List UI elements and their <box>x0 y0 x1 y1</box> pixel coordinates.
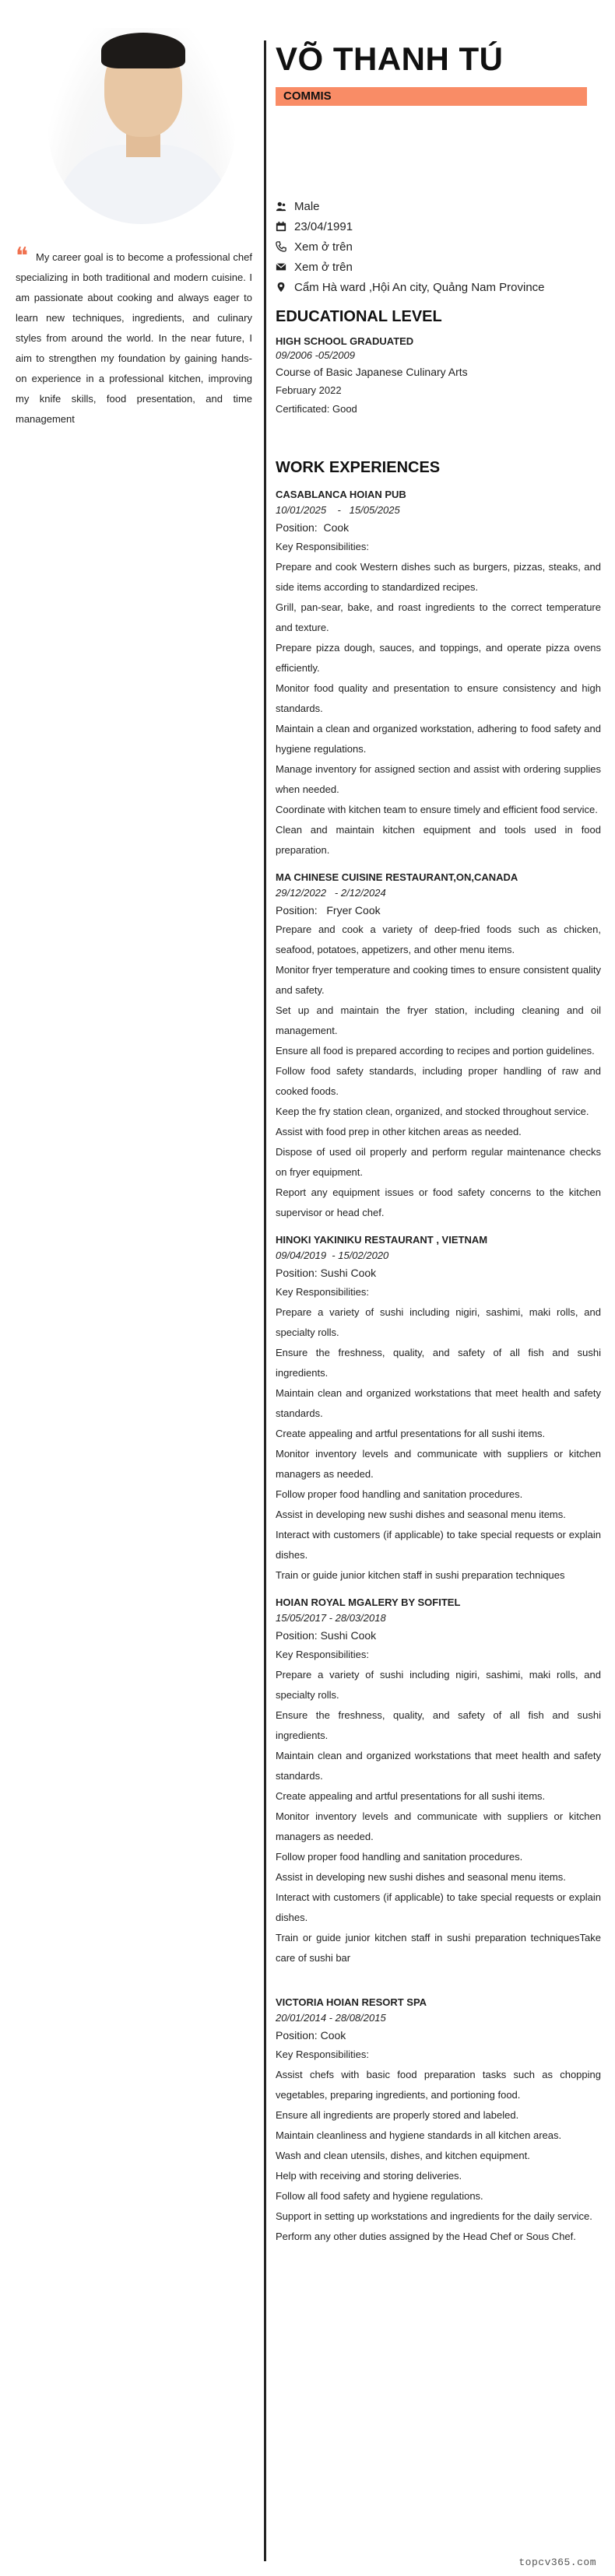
duty-item: Clean and maintain kitchen equipment and tools used in food preparation. <box>276 824 601 856</box>
job-dates: 10/01/2025 - 15/05/2025 <box>276 504 400 516</box>
duty-item: Monitor fryer temperature and cooking times to ensure consistent quality and safety. <box>276 964 601 996</box>
career-summary <box>16 243 252 429</box>
key-responsibilities-label: Key Responsibilities: <box>276 2049 369 2060</box>
job-entry <box>276 870 601 1223</box>
key-responsibilities-label: Key Responsibilities: <box>276 541 369 552</box>
candidate-name: VÕ THANH TÚ <box>276 40 504 77</box>
job-dates: 09/04/2019 - 15/02/2020 <box>276 1249 389 1261</box>
email-value[interactable]: Xem ở trên <box>294 260 353 274</box>
duty-item: Create appealing and artful presentations for all sushi items. <box>276 1790 546 1802</box>
job-entry <box>276 487 601 860</box>
job-position: Position: Sushi Cook <box>276 1629 377 1642</box>
duty-item: Monitor inventory levels and communicate with suppliers or kitchen managers as needed. <box>276 1810 601 1842</box>
duty-item: Support in setting up workstations and ingredients for the daily service. <box>276 2210 592 2222</box>
address-value: Cẩm Hà ward ,Hội An city, Quảng Nam Province <box>294 280 545 294</box>
right-column <box>276 39 601 2247</box>
job-entry <box>276 1232 601 1586</box>
duty-item: Keep the fry station clean, organized, and stocked throughout service. <box>276 1106 589 1117</box>
quote-icon: ❝ <box>16 243 29 270</box>
duty-item: Interact with customers (if applicable) to take special requests or explain dishes. <box>276 1529 601 1561</box>
course-date: February 2022 <box>276 384 342 396</box>
map-pin-icon <box>276 282 294 293</box>
summary-text: My career goal is to become a professional chef specializing in both traditional and modern cuisine. I am passionate about cooking and always eager to learn new techniques, ingredients, and culinary styles from around the world. In the near future, I aim to strengthen my foundation by gaining hands-on experience in a professional kitchen, improving my knife skills, food presentation, and time management <box>16 251 252 425</box>
duty-item: Prepare and cook a variety of deep-fried foods such as chicken, seafood, potatoes, appetizers, and other menu items. <box>276 924 601 955</box>
duty-item: Wash and clean utensils, dishes, and kitchen equipment. <box>276 2150 530 2161</box>
job-entry <box>276 1595 601 1968</box>
duty-item: Grill, pan-sear, bake, and roast ingredients to the correct temperature and texture. <box>276 601 601 633</box>
gender-row <box>276 196 601 216</box>
calendar-icon <box>276 221 294 232</box>
duty-item: Assist in developing new sushi dishes and seasonal menu items. <box>276 1871 566 1883</box>
work-heading: WORK EXPERIENCES <box>276 459 441 476</box>
duty-item: Prepare a variety of sushi including nigiri, sashimi, maki rolls, and specialty rolls. <box>276 1306 601 1338</box>
duty-item: Prepare and cook Western dishes such as burgers, pizzas, steaks, and side items according to standardized recipes. <box>276 561 601 593</box>
duty-item: Assist chefs with basic food preparation tasks such as chopping vegetables, preparing ingredients, and portioning food. <box>276 2069 601 2101</box>
education-heading: EDUCATIONAL LEVEL <box>276 308 442 325</box>
duty-item: Maintain cleanliness and hygiene standards in all kitchen areas. <box>276 2129 562 2141</box>
job-position: Position: Cook <box>276 2029 346 2042</box>
job-dates: 15/05/2017 - 28/03/2018 <box>276 1612 386 1624</box>
job-dates: 29/12/2022 - 2/12/2024 <box>276 887 386 899</box>
key-responsibilities-label: Key Responsibilities: <box>276 1286 369 1298</box>
duty-item: Ensure all food is prepared according to recipes and portion guidelines. <box>276 1045 595 1057</box>
duty-item: Ensure the freshness, quality, and safety of all fish and sushi ingredients. <box>276 1347 601 1379</box>
company-name: HOIAN ROYAL MGALERY BY SOFITEL <box>276 1596 461 1608</box>
job-position: Position: Sushi Cook <box>276 1267 377 1279</box>
gender-icon <box>276 201 294 212</box>
phone-value[interactable]: Xem ở trên <box>294 240 353 254</box>
duty-item: Prepare pizza dough, sauces, and toppings, and operate pizza ovens efficiently. <box>276 642 601 674</box>
watermark: topcv365.com <box>518 2557 596 2568</box>
duty-item: Ensure the freshness, quality, and safety of all fish and sushi ingredients. <box>276 1709 601 1741</box>
duty-item: Ensure all ingredients are properly stored and labeled. <box>276 2109 519 2121</box>
company-name: VICTORIA HOIAN RESORT SPA <box>276 1996 427 2008</box>
birthdate-row <box>276 216 601 237</box>
job-position: Position: Cook <box>276 521 350 534</box>
duty-item: Monitor food quality and presentation to ensure consistency and high standards. <box>276 682 601 714</box>
key-responsibilities-label: Key Responsibilities: <box>276 1649 369 1660</box>
address-row <box>276 277 601 297</box>
contact-info <box>276 196 601 297</box>
duty-item: Report any equipment issues or food safety concerns to the kitchen supervisor or head chef. <box>276 1186 601 1218</box>
duty-item: Create appealing and artful presentations for all sushi items. <box>276 1428 546 1439</box>
company-name: CASABLANCA HOIAN PUB <box>276 489 406 500</box>
column-divider <box>264 40 266 2561</box>
course-name: Course of Basic Japanese Culinary Arts <box>276 366 468 378</box>
left-column <box>16 28 252 429</box>
job-title-bar: COMMIS <box>276 87 587 106</box>
duty-item: Help with receiving and storing deliveries. <box>276 2170 462 2182</box>
duty-item: Perform any other duties assigned by the Head Chef or Sous Chef. <box>276 2231 576 2242</box>
duty-item: Train or guide junior kitchen staff in sushi preparation techniques <box>276 1569 565 1581</box>
education-section <box>276 307 601 419</box>
duty-item: Interact with customers (if applicable) to take special requests or explain dishes. <box>276 1891 601 1923</box>
duty-item: Train or guide junior kitchen staff in sushi preparation techniquesTake care of sushi bar <box>276 1932 601 1964</box>
certificate: Certificated: Good <box>276 403 357 415</box>
company-name: HINOKI YAKINIKU RESTAURANT , VIETNAM <box>276 1234 488 1246</box>
duty-item: Coordinate with kitchen team to ensure timely and efficient food service. <box>276 804 598 815</box>
school-name: HIGH SCHOOL GRADUATED <box>276 335 414 347</box>
duty-item: Set up and maintain the fryer station, including cleaning and oil management. <box>276 1004 601 1036</box>
duty-item: Prepare a variety of sushi including nigiri, sashimi, maki rolls, and specialty rolls. <box>276 1669 601 1701</box>
duty-item: Maintain clean and organized workstations that meet health and safety standards. <box>276 1750 601 1782</box>
phone-row <box>276 237 601 257</box>
birthdate-value: 23/04/1991 <box>294 219 353 233</box>
duty-item: Monitor inventory levels and communicate with suppliers or kitchen managers as needed. <box>276 1448 601 1480</box>
school-period: 09/2006 -05/2009 <box>276 349 355 361</box>
duty-item: Follow food safety standards, including proper handling of raw and cooked foods. <box>276 1065 601 1097</box>
duty-item: Assist in developing new sushi dishes and seasonal menu items. <box>276 1509 566 1520</box>
duty-item: Maintain clean and organized workstations that meet health and safety standards. <box>276 1387 601 1419</box>
envelope-icon <box>276 261 294 272</box>
profile-photo <box>48 28 235 224</box>
email-row <box>276 257 601 277</box>
phone-icon <box>276 241 294 252</box>
duty-item: Assist with food prep in other kitchen areas as needed. <box>276 1126 522 1137</box>
duty-item: Maintain a clean and organized workstation, adhering to food safety and hygiene regulations. <box>276 723 601 755</box>
company-name: MA CHINESE CUISINE RESTAURANT,ON,CANADA <box>276 871 518 883</box>
duty-item: Dispose of used oil properly and perform regular maintenance checks on fryer equipment. <box>276 1146 601 1178</box>
job-dates: 20/01/2014 - 28/08/2015 <box>276 2012 386 2024</box>
duty-item: Follow proper food handling and sanitation procedures. <box>276 1488 523 1500</box>
work-section <box>276 457 601 2247</box>
duty-item: Manage inventory for assigned section and assist with ordering supplies when needed. <box>276 763 601 795</box>
job-position: Position: Fryer Cook <box>276 904 381 916</box>
duty-item: Follow all food safety and hygiene regulations. <box>276 2190 483 2202</box>
job-entry <box>276 1995 601 2247</box>
gender-value: Male <box>294 199 320 213</box>
duty-item: Follow proper food handling and sanitation procedures. <box>276 1851 523 1863</box>
